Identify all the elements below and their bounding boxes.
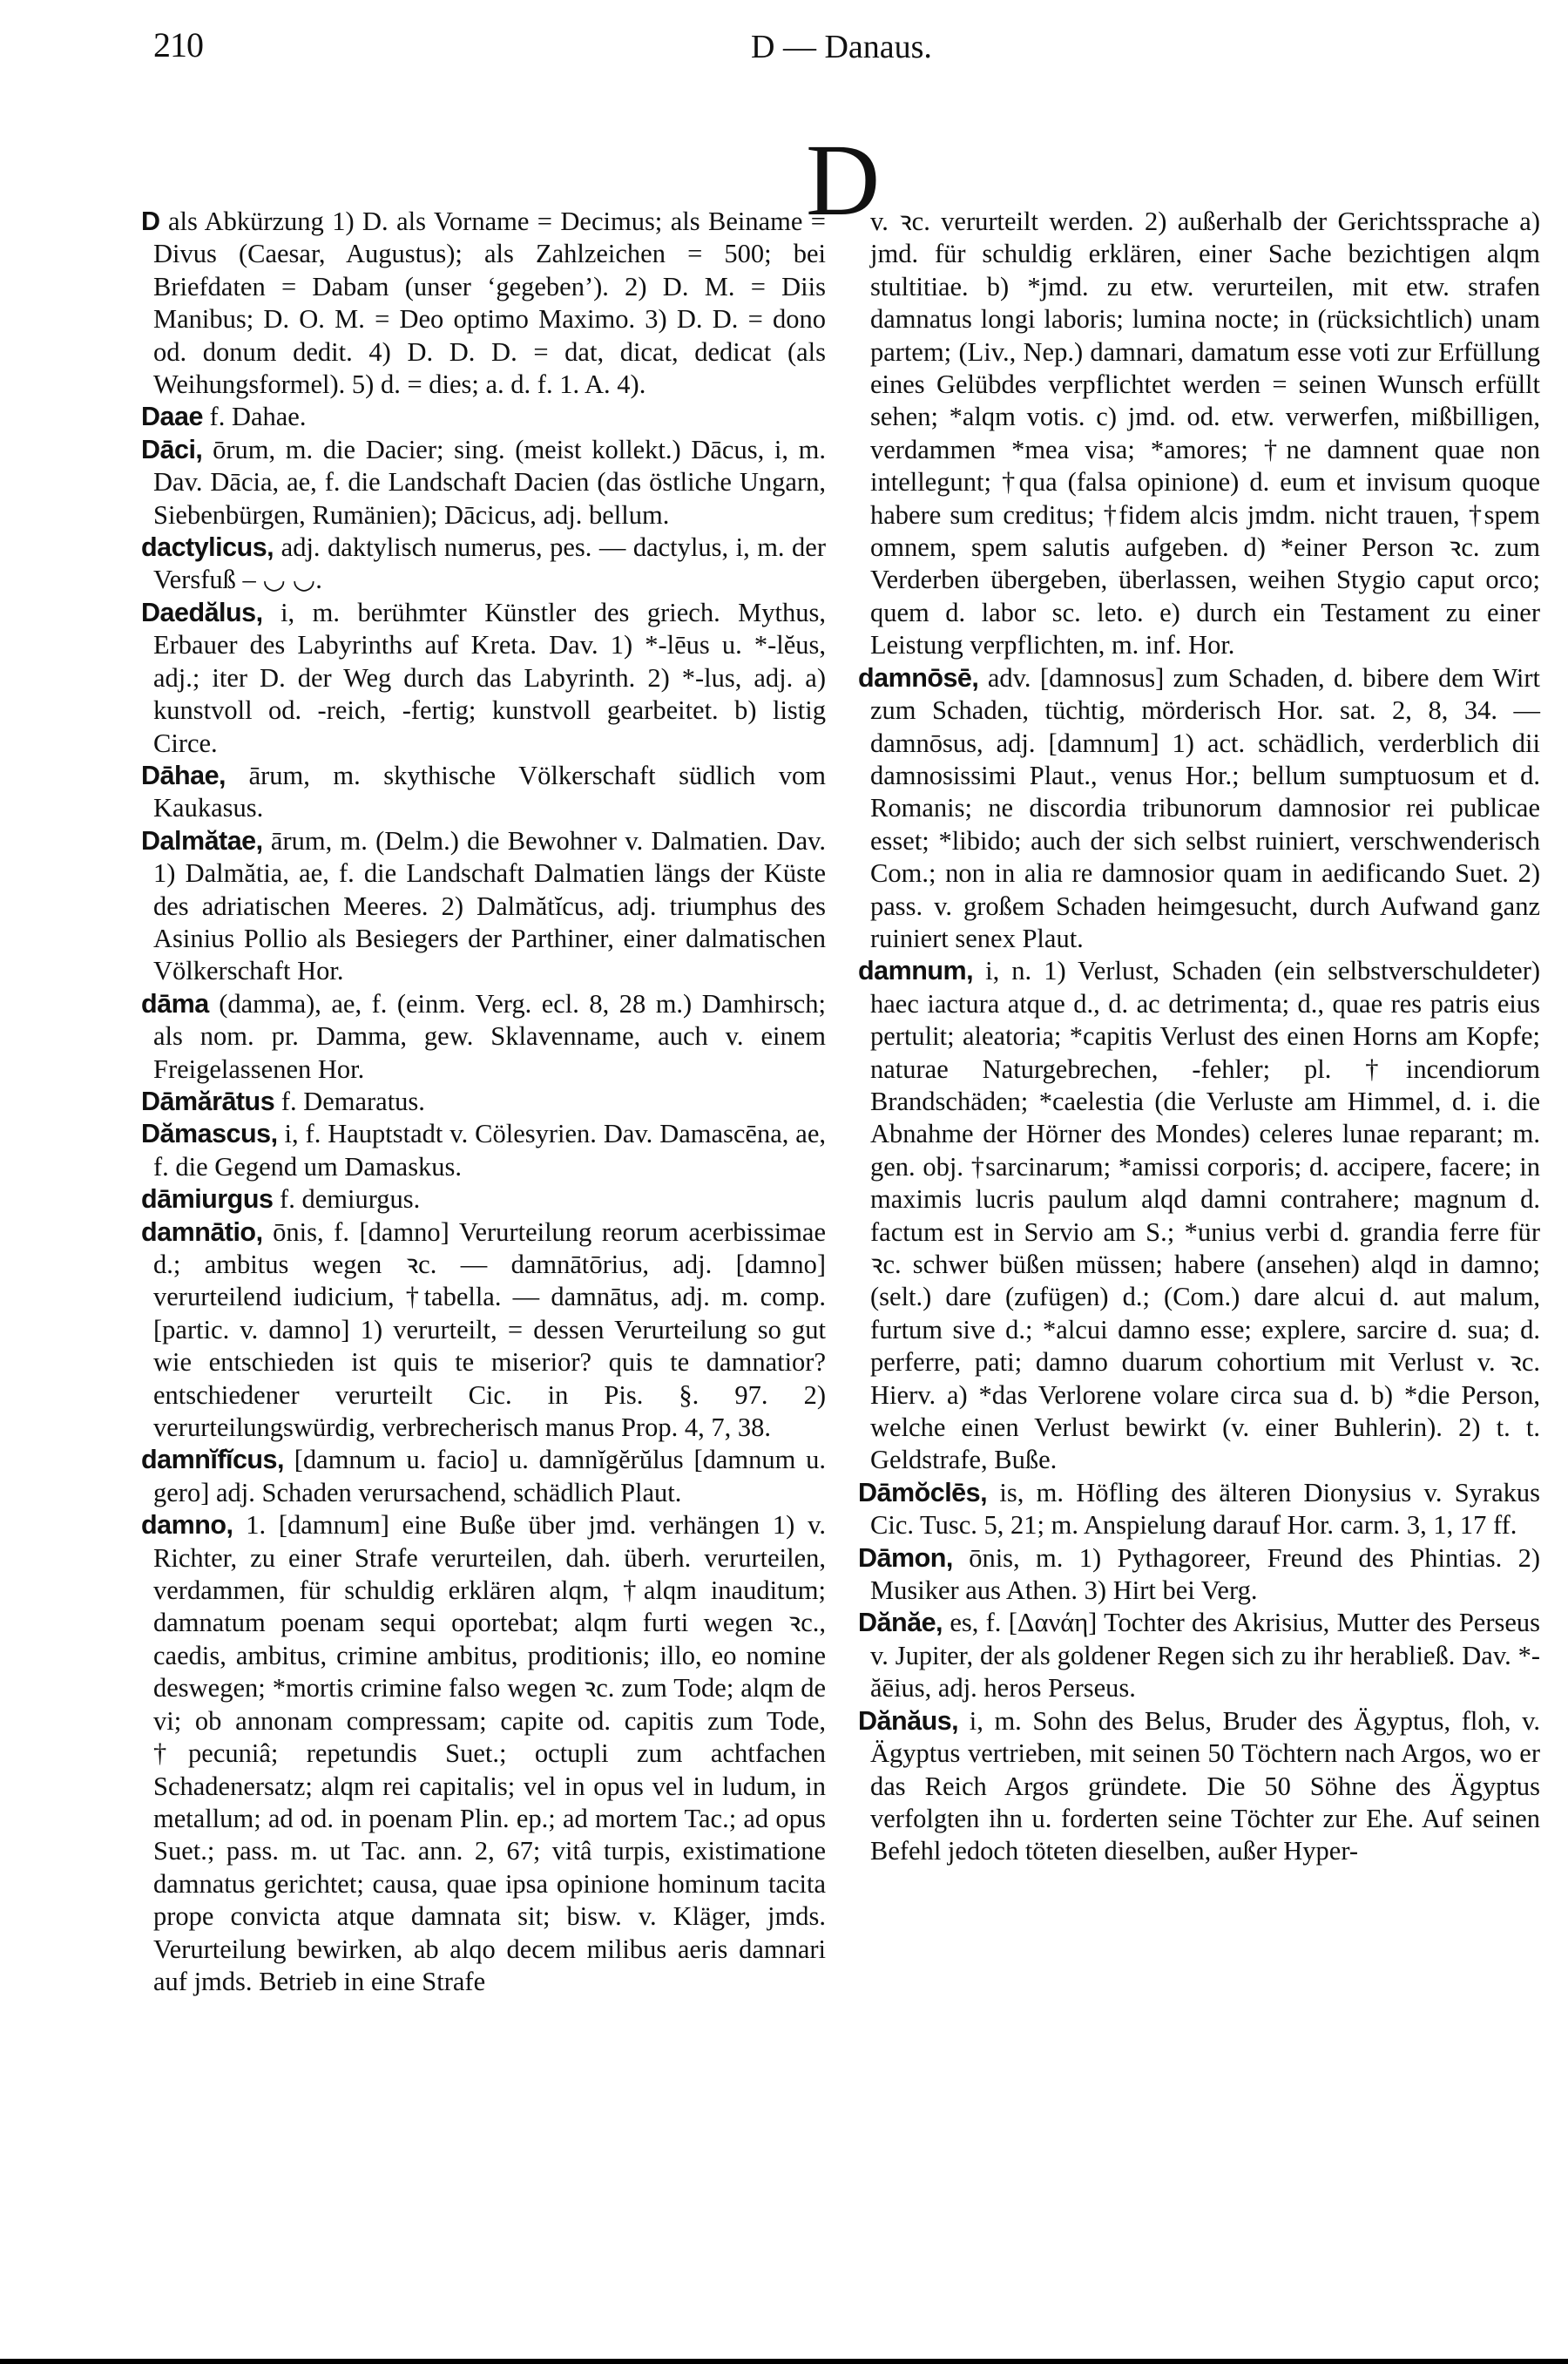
dictionary-entry [141,1118,826,1183]
dictionary-entry [141,760,826,825]
entry-headword: D [141,207,160,236]
dictionary-entry [141,988,826,1086]
dictionary-entry [141,401,826,433]
dictionary-entry [141,1216,826,1445]
entry-definition: ārum, m. (Delm.) die Bewohner v. Dalmatien. Dav. 1) Dalmătia, ae, f. die Landschaft Dalmatien längs der Küste des adriatischen Meeres. 2) Dalmătĭcus, adj. triumphus des Asinius Pollio als Besiegers der Parthiner, einer dalmatischen Völkerschaft Hor. [153,825,827,986]
entry-definition: ōnis, f. [damno] Verurteilung reorum acerbissimae d.; ambitus wegen ꝛc. — damnātōrius, adj. [damno] verurteilend iudicium, †tabella. — damnātus, adj. m. comp. [partic. v. damno] 1) verurteilt, = dessen Verurteilung so gut wie entschieden ist quis te miserior? quis te damnatior? entschiedener verurteilt Cic. in Pis. §. 97. 2) verurteilungswürdig, verbrecherisch manus Prop. 4, 7, 38. [153,1216,827,1443]
entry-headword: dactylicus, [141,532,274,563]
entry-headword: Dănăus, [858,1705,959,1736]
entry-headword: damnum, [858,956,974,986]
entry-definition: es, f. [Δανάη] Tochter des Akrisius, Mutter des Perseus v. Jupiter, der als goldener Regen sich zu ihr herabließ. Dav. *-ăēius, adj. heros Perseus. [870,1608,1541,1704]
entry-headword: Dāmŏclēs, [858,1477,988,1507]
entry-definition: adv. [damnosus] zum Schaden, d. bibere dem Wirt zum Schaden, tüchtig, mörderisch Hor. sat. 2, 8, 34. — damnōsus, adj. [damnum] 1) act. schädlich, verderblich dii damnosissimi Plaut., venus Hor.; bellum sumptuosum et d. Romanis; ne discordia tribunorum damnosior rei publicae esset; *libido; auch der sich selbst ruiniert, verschwenderisch Com.; non in alia re damnosior quam in aedificando Suet. 2) pass. v. großem Schaden heimgesucht, durch Aufwand ganz ruiniert senex Plaut. [870,662,1541,953]
entry-definition: i, f. Hauptstadt v. Cölesyrien. Dav. Damascēna, ae, f. die Gegend um Damaskus. [153,1119,827,1182]
entry-headword: Daedălus, [141,597,263,627]
entry-definition: (damma), ae, f. (einm. Verg. ecl. 8, 28 m.) Damhirsch; als nom. pr. Damma, gew. Sklavenname, auch v. einem Freigelassenen Hor. [153,988,826,1084]
dictionary-entry [141,1509,826,1998]
entry-definition: adj. daktylisch numerus, pes. — dactylus, i, m. der Versfuß – ◡ ◡. [153,532,826,595]
dictionary-entry [858,1542,1540,1608]
entry-definition: ōrum, m. die Dacier; sing. (meist kollekt.) Dācus, i, m. Dav. Dācia, ae, f. die Landschaft Dacien (das östliche Ungarn, Siebenbürgen, Rumänien); Dācicus, adj. bellum. [153,434,827,530]
dictionary-entry [858,662,1540,956]
entry-headword: Dalmătae, [141,825,263,856]
entry-definition: is, m. Höfling des älteren Dionysius v. Syrakus Cic. Tusc. 5, 21; m. Anspielung darauf Hor. carm. 3, 1, 17 ff. [870,1477,1540,1541]
dictionary-entry [858,1607,1540,1704]
entry-definition: [damnum u. facio] u. damnĭgĕrŭlus [damnum u. gero] adj. Schaden verursachend, schädlich Plaut. [153,1445,826,1507]
entry-headword: dāmiurgus [141,1184,274,1215]
entry-headword: Dāmărātus [141,1086,275,1116]
dictionary-entry [141,1444,826,1509]
dictionary-entry [858,1705,1540,1868]
entry-definition: 1. [damnum] eine Buße über jmd. verhängen 1) v. Richter, zu einer Strafe verurteilen, dah. überh. verurteilen, verdammen, für schuldig erklären alqm, †alqm inauditum; damnatum poenam sequi oportebat; alqm furti wegen ꝛc., caedis, ambitus, crimine ambitus, proditionis; illo, eo nomine deswegen; *mortis crimine falso wegen ꝛc. zum Tode; alqm de vi; ob annonam compressam; capite od. capitis zum Tode, †pecuniâ; repetundis Suet.; octupli zum achtfachen Schadenersatz; alqm rei capitalis; vel in opus vel in ludum, in metallum; ad od. in poenam Plin. ep.; ad mortem Tac.; ad opus Suet.; pass. m. ut Tac. ann. 2, 67; vitâ turpis, existimatione damnatus gerichtet; causa, quae ipsa opinione hominum tacita prope convicta atque damnata sit; bisw. v. Kläger, jmds. Verurteilung bewirken, ab alqo decem milibus aeris damnari auf jmds. Betrieb in eine Strafe [153,1510,826,1996]
dictionary-entry [141,825,826,988]
running-head: D — Danaus. [751,29,932,65]
dictionary-entry [141,597,826,760]
entry-headword: damnōsē, [858,662,979,693]
dictionary-entry [858,1477,1540,1542]
entry-headword: Dāci, [141,434,203,464]
dictionary-entry [141,1086,826,1118]
entry-headword: Dămascus, [141,1119,278,1149]
dictionary-entry [858,206,1540,662]
entry-definition: f. Demaratus. [280,1086,425,1116]
entry-definition: f. Dahae. [209,402,307,432]
dictionary-entry [141,1183,826,1216]
entry-definition: v. ꝛc. verurteilt werden. 2) außerhalb der Gerichtssprache a) jmd. für schuldig erklären, einer Sache bezichtigen alqm stultitiae. b) *jmd. zu etw. verurteilen, mit etw. strafen damnatus longi laboris; lumina nocte; in (rücksichtlich) unam partem; (Liv., Nep.) damnari, damatum esse voti zur Erfüllung eines Gelübdes verpflichtet werden = seinen Wunsch erfüllt sehen; *alqm votis. c) jmd. od. etw. verwerfen, mißbilligen, verdammen *mea visa; *amores; †ne damnent quae non intellegunt; †qua (falsa opinione) d. eum et invisum quoque habere sum creditus; †fidem alcis jmdm. nicht trauen, †spem omnem, spem salutis aufgeben. d) *einer Person ꝛc. zum Verderben übergeben, überlassen, weihen Stygio caput orco; quem d. labor sc. leto. e) durch ein Testament zu einer Leistung verpflichten, m. inf. Hor. [870,207,1540,660]
entry-definition: i, n. 1) Verlust, Schaden (ein selbstverschuldeter) haec iactura atque d., d. ac detrimenta; d., quae res patris eius pertulit; aleatoria; *capitis Verlust des einen Horns am Kopfe; naturae Naturgebrechen, -fehler; pl. †incendiorum Brandschäden; *caelestia (die Verluste am Himmel, d. i. die Abnahme der Hörner des Mondes) celeres lunae reparant; m. gen. obj. †sarcinarum; *amissi corporis; d. accipere, facere; in maximis lucris paulum alqd damni contrahere; magnum d. factum est in Servio am S.; *unius verbi d. grandia ferre für ꝛc. schwer büßen müssen; habere (ansehen) alqd in damno; (selt.) dare (zufügen) d.; (Com.) dare alcui d. aut malum, furtum sive d.; *alcui damno esse; explere, sarcire d. sua; d. perferre, pati; damno duarum cohortium mit Verlust v. ꝛc. Hierv. a) *das Verlorene volare circa sua d. b) *die Person, welche einen Verlust bewirkt (v. einer Buhlerin). 2) t. t. Geldstrafe, Buße. [870,956,1541,1475]
entry-definition: i, m. berühmter Künstler des griech. Mythus, Erbauer des Labyrinths auf Kreta. Dav. 1) *-lēus u. *-lĕus, adj.; iter D. der Weg durch das Labyrinth. 2) *-lus, adj. a) kunstvoll od. -reich, -fertig; kunstvoll gearbeitet. b) listig Circe. [153,597,826,758]
entry-definition: als Abkürzung 1) D. als Vorname = Decimus; als Beiname = Divus (Caesar, Augustus); als Zahlzeichen = 500; bei Briefdaten = Dabam (unser ‘gegeben’). 2) D. M. = Diis Manibus; D. O. M. = Deo optimo Maximo. 3) D. D. = dono od. donum dedit. 4) D. D. D. = dat, dicat, dedicat (als Weihungsformel). 5) d. = dies; a. d. f. 1. A. 4). [153,207,827,400]
entry-headword: Daae [141,402,203,432]
section-letter: D [806,123,881,237]
entry-definition: f. demiurgus. [280,1184,421,1215]
entry-definition: i, m. Sohn des Belus, Bruder des Ägyptus, floh, v. Ägyptus vertrieben, mit seinen 50 Töchtern nach Argos, wo er das Reich Argos gründete. Die 50 Söhne des Ägyptus verfolgten ihn u. forderten seine Töchter zur Ehe. Auf seinen Befehl jedoch töteten dieselben, außer Hyper- [870,1705,1540,1866]
entry-headword: Dāmon, [858,1542,953,1573]
entry-headword: dāma [141,988,209,1019]
dictionary-entry [141,206,826,401]
page-bottom-edge [0,2359,1568,2364]
right-column [858,206,1540,1868]
dictionary-entry [141,532,826,597]
entry-definition: ārum, m. skythische Völkerschaft südlich vom Kaukasus. [153,760,826,823]
entry-headword: damno, [141,1510,233,1541]
left-column [141,206,826,1998]
entry-definition: ōnis, m. 1) Pythagoreer, Freund des Phintias. 2) Musiker aus Athen. 3) Hirt bei Verg. [870,1542,1540,1606]
page-number: 210 [153,25,203,64]
entry-headword: damnātio, [141,1216,263,1247]
dictionary-entry [141,434,826,532]
entry-headword: damnĭfĭcus, [141,1445,284,1475]
dictionary-entry [858,955,1540,1477]
entry-headword: Dănăe, [858,1608,943,1638]
entry-headword: Dāhae, [141,760,226,790]
